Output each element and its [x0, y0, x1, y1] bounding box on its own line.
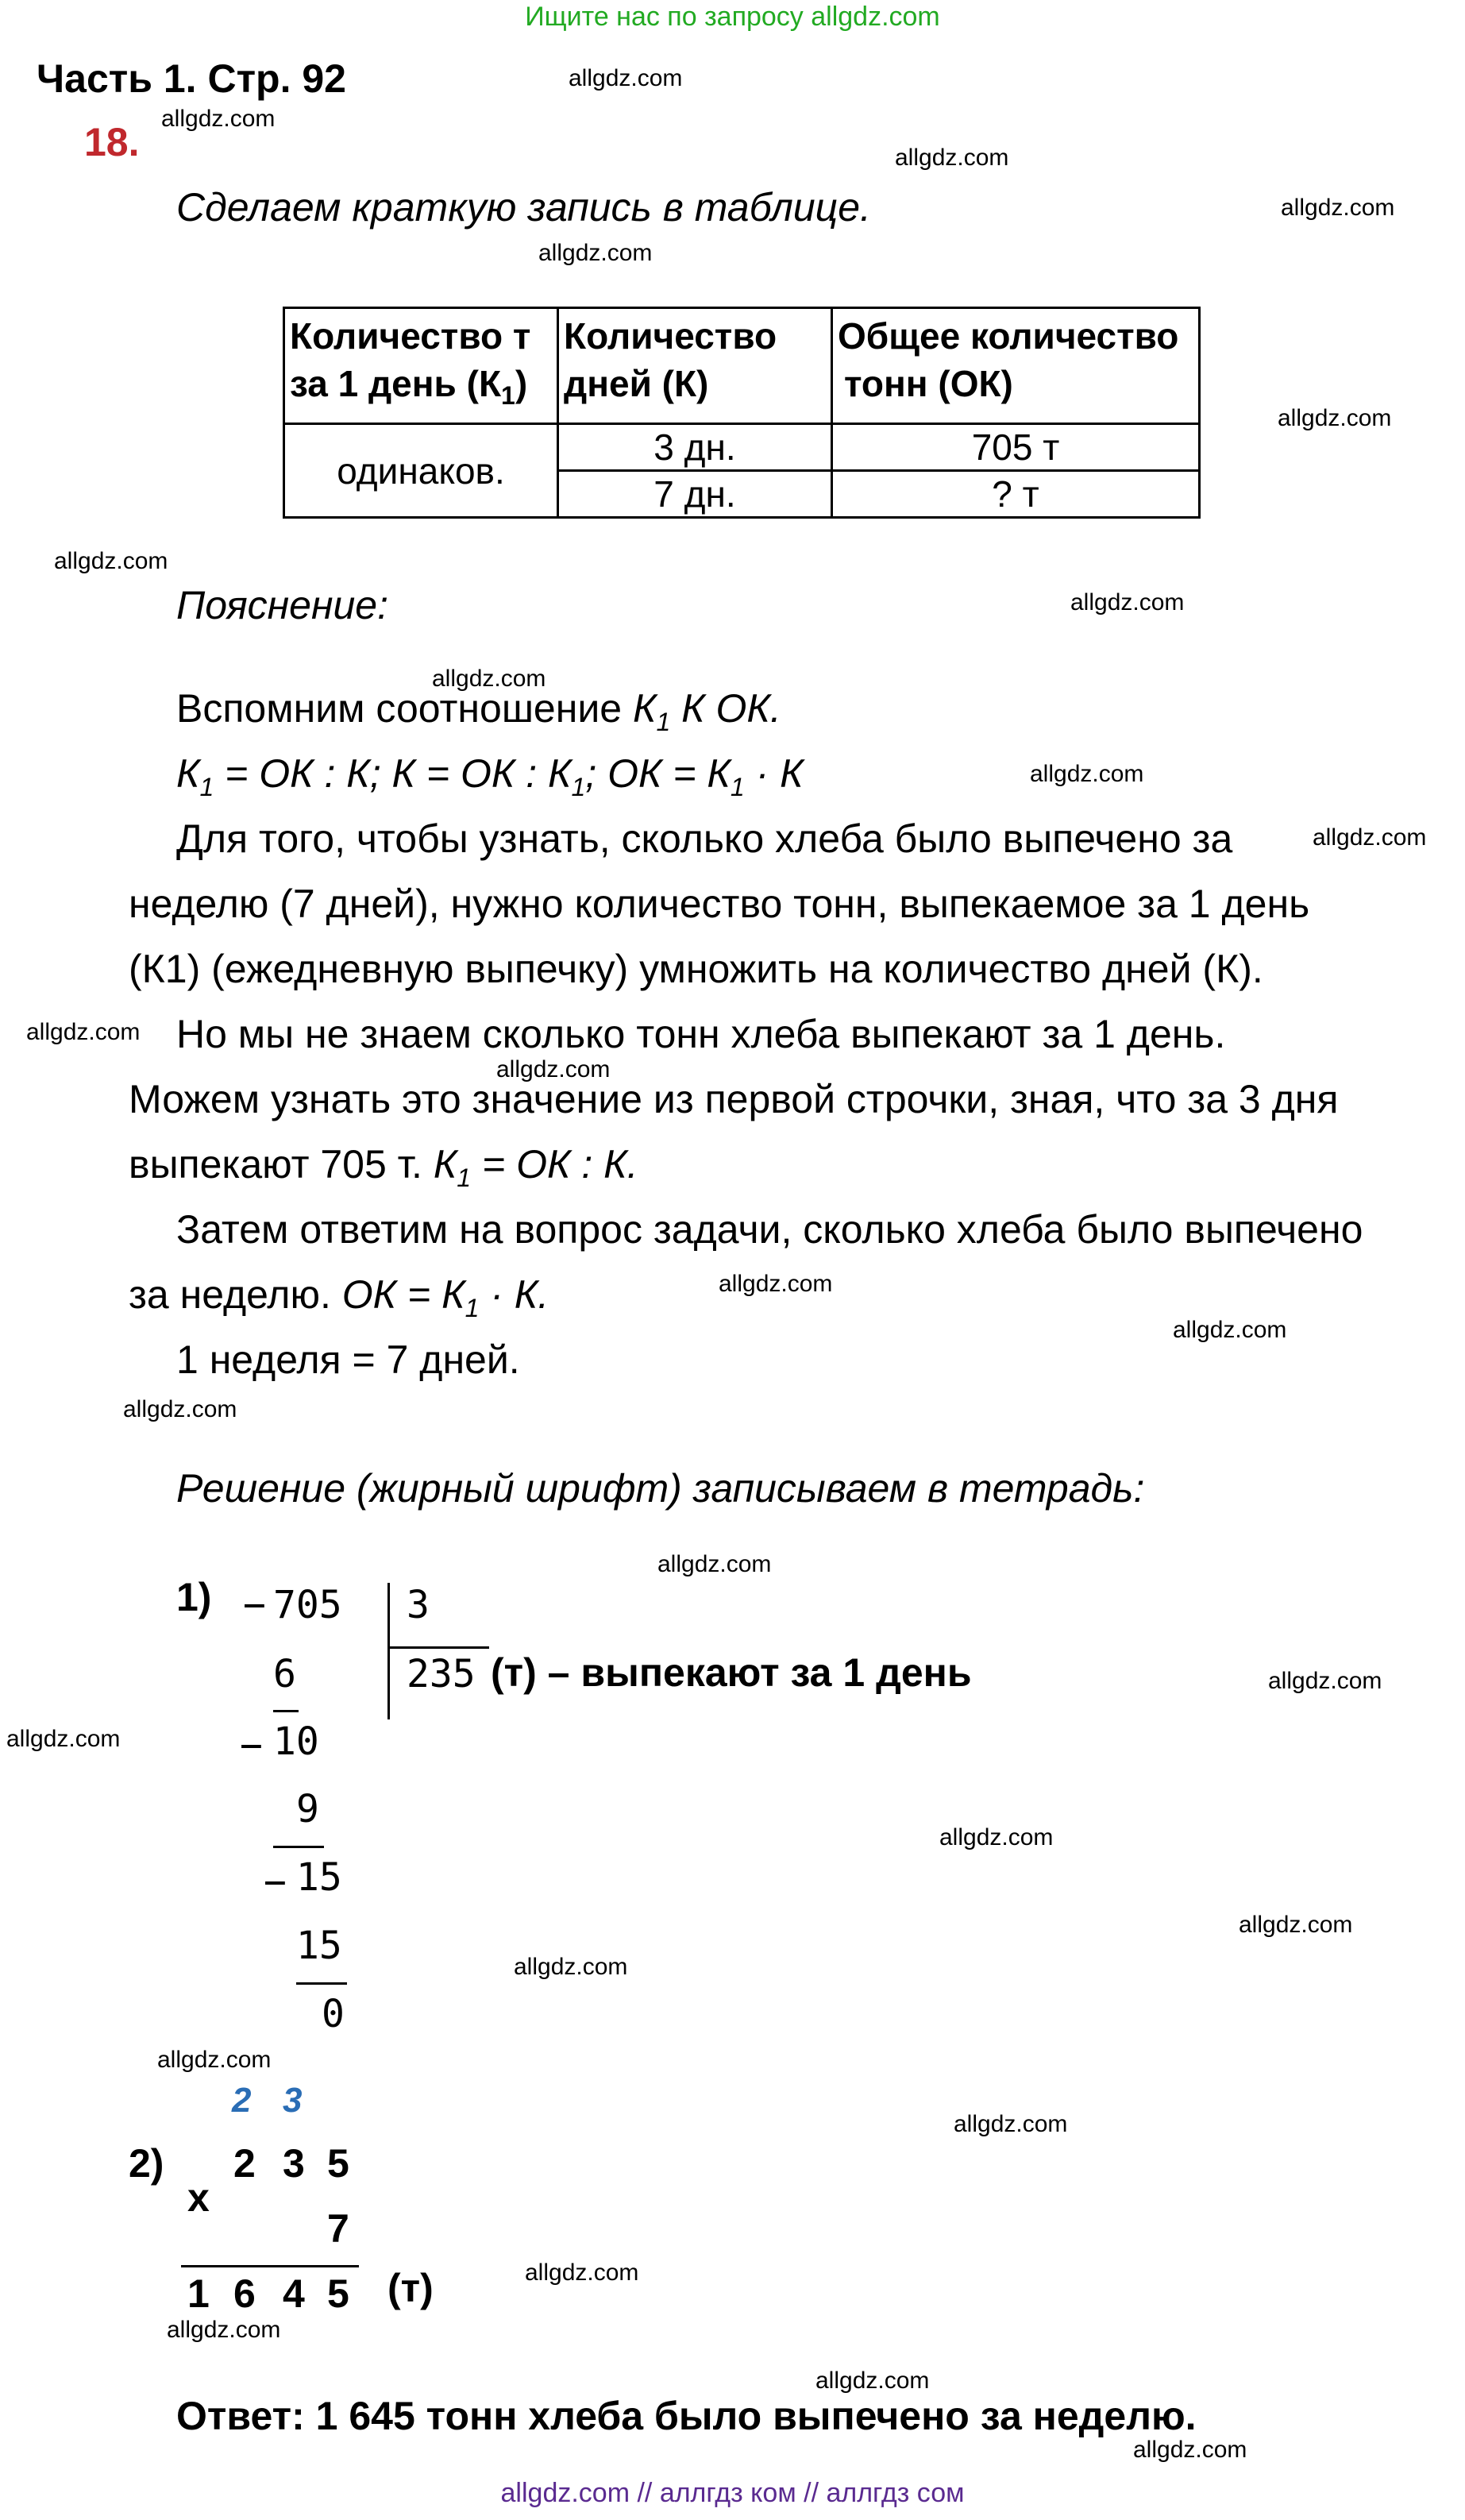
watermark: allgdz.com: [496, 1056, 611, 1082]
step1-label: 1): [176, 1575, 212, 1619]
explanation-heading: Пояснение:: [176, 583, 388, 627]
carry-digit: 2: [232, 2081, 252, 2120]
divisor-line: [389, 1646, 489, 1649]
formula-line: $К_1$ = ОК : К; К = ОК : $К_1$; ОК = $К_1 \cdot К$: [176, 751, 804, 801]
watermark: allgdz.com: [569, 65, 683, 91]
division-step: 15: [296, 1855, 342, 1900]
paragraph-line: Но мы не знаем сколько тонн хлеба выпекают за 1 день.: [176, 1012, 1226, 1056]
watermark: allgdz.com: [1133, 2437, 1247, 2463]
dividend: 705: [273, 1583, 342, 1627]
watermark: allgdz.com: [538, 240, 653, 266]
footer-links[interactable]: allgdz.com // аллгдз ком // аллгдз сом: [500, 2478, 965, 2508]
division-step: 0: [322, 1992, 345, 2036]
division-line: [273, 1710, 299, 1712]
paragraph-line: (К1) (ежедневную выпечку) умножить на количество дней (К).: [129, 947, 1263, 991]
division-minus: −: [264, 1860, 287, 1904]
watermark: allgdz.com: [657, 1551, 772, 1577]
paragraph-line: неделю (7 дней), нужно количество тонн, выпекаемое за 1 день: [129, 882, 1310, 926]
multiply-sign: х: [187, 2175, 210, 2220]
step2-label: 2): [129, 2141, 164, 2186]
watermark: allgdz.com: [1173, 1317, 1287, 1343]
factor-digit: 5: [327, 2141, 349, 2186]
watermark: allgdz.com: [939, 1824, 1054, 1850]
product-digit: 6: [233, 2271, 256, 2316]
watermark: allgdz.com: [1070, 589, 1185, 616]
division-minus: −: [243, 1583, 266, 1627]
paragraph-line: за неделю. ОК = $К_1 \cdot К$.: [129, 1272, 549, 1322]
watermark: allgdz.com: [1313, 824, 1427, 851]
division-step: 9: [296, 1787, 319, 1831]
table-header-cell: Количество дней (К): [558, 308, 832, 424]
product-unit: (т): [387, 2266, 434, 2310]
factor-digit: 7: [327, 2206, 349, 2251]
watermark: allgdz.com: [432, 666, 546, 692]
divisor: 3: [407, 1583, 430, 1627]
quotient: 235: [407, 1652, 476, 1696]
table-header-cell: Общее количество тонн (ОК): [832, 308, 1200, 424]
watermark: allgdz.com: [895, 145, 1009, 171]
table-cell: 3 дн.: [558, 424, 832, 471]
watermark: allgdz.com: [167, 2317, 281, 2343]
watermark: allgdz.com: [1278, 405, 1392, 431]
division-step: 6: [273, 1652, 296, 1696]
page-title: Часть 1. Стр. 92: [37, 56, 346, 101]
division-bar: [387, 1583, 390, 1719]
intro-text: Сделаем краткую запись в таблице.: [176, 185, 871, 230]
watermark: allgdz.com: [123, 1396, 237, 1422]
table-cell: одинаков.: [284, 424, 558, 518]
solution-heading: Решение (жирный шрифт) записываем в тетрадь:: [176, 1466, 1145, 1511]
watermark: allgdz.com: [54, 548, 168, 574]
answer-text: Ответ: 1 645 тонн хлеба было выпечено за неделю.: [176, 2394, 1197, 2438]
paragraph-line: выпекают 705 т. $К_1$ = ОК : К.: [129, 1142, 638, 1192]
watermark: allgdz.com: [954, 2111, 1068, 2137]
watermark: allgdz.com: [514, 1954, 628, 1980]
paragraph-line: Для того, чтобы узнать, сколько хлеба было выпечено за: [176, 816, 1233, 861]
division-line: [273, 1846, 324, 1848]
watermark: allgdz.com: [26, 1019, 141, 1045]
division-step: 15: [296, 1924, 342, 1968]
table-header-cell: Количество т за 1 день $(К_1)$: [284, 308, 558, 424]
task-number: 18.: [84, 120, 140, 164]
multiply-line: [181, 2265, 359, 2267]
table-cell: 7 дн.: [558, 471, 832, 518]
watermark: allgdz.com: [1281, 195, 1395, 221]
watermark: allgdz.com: [161, 106, 276, 132]
watermark: allgdz.com: [6, 1726, 121, 1752]
short-record-table: [283, 307, 1201, 519]
watermark: allgdz.com: [1268, 1668, 1382, 1694]
paragraph-line: Можем узнать это значение из первой строчки, зная, что за 3 дня: [129, 1077, 1339, 1121]
carry-digit: 3: [283, 2081, 303, 2120]
table-cell: 705 т: [832, 424, 1200, 471]
product-digit: 4: [283, 2271, 305, 2316]
watermark: allgdz.com: [719, 1271, 833, 1297]
product-digit: 5: [327, 2271, 349, 2316]
relation-line: Вспомним соотношение $К_1$ К ОК.: [176, 686, 781, 736]
watermark: allgdz.com: [815, 2368, 930, 2394]
watermark: allgdz.com: [525, 2260, 639, 2286]
week-conversion: 1 неделя = 7 дней.: [176, 1337, 520, 1382]
watermark: allgdz.com: [1239, 1912, 1353, 1938]
watermark: allgdz.com: [1030, 761, 1144, 787]
watermark: allgdz.com: [157, 2047, 272, 2073]
product-digit: 1: [187, 2271, 210, 2316]
division-step: 10: [273, 1719, 319, 1764]
quotient-label: (т) – выпекают за 1 день: [491, 1650, 972, 1695]
factor-digit: 3: [283, 2141, 305, 2186]
division-minus: −: [240, 1723, 263, 1768]
top-banner: Ищите нас по запросу allgdz.com: [525, 2, 940, 32]
division-line: [296, 1982, 347, 1985]
factor-digit: 2: [233, 2141, 256, 2186]
paragraph-line: Затем ответим на вопрос задачи, сколько хлеба было выпечено: [176, 1207, 1363, 1252]
table-cell: ? т: [832, 471, 1200, 518]
